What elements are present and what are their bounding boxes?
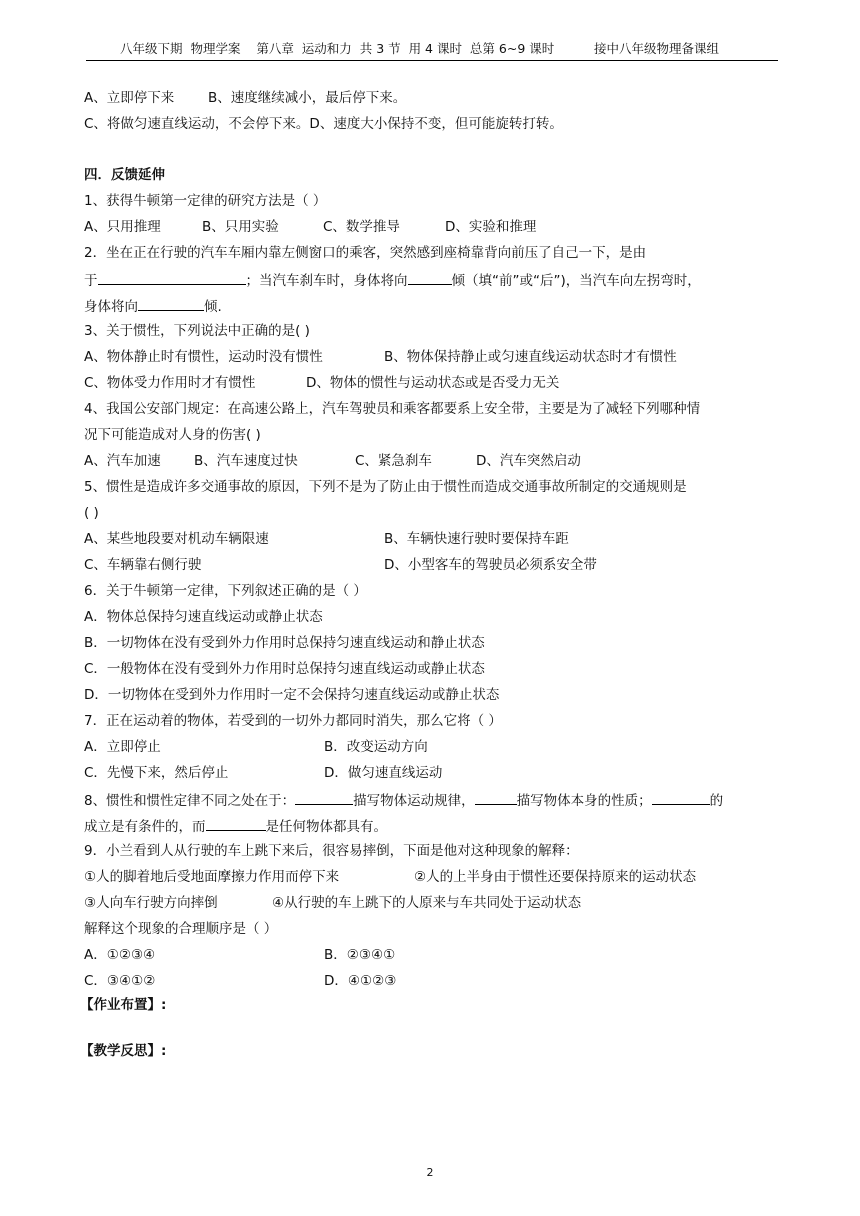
q9-options-row-2 xyxy=(84,972,784,990)
q3-option-b: B、物体保持静止或匀速直线运动状态时才有惯性 xyxy=(384,349,677,365)
header-course-info: 八年级下期 物理学案 第八章 运动和力 共 3 节 用 4 课时 总第 6~9 课时 xyxy=(120,41,555,56)
q8-line-1 xyxy=(84,790,723,810)
homework-heading: 【作业布置】: xyxy=(80,997,167,1013)
q9-option-c: C．③④①② xyxy=(84,973,156,989)
q9-option-d: D．④①②③ xyxy=(324,973,397,989)
q8-text-d: 的 xyxy=(709,793,724,809)
q3-option-a: A、物体静止时有惯性，运动时没有惯性 xyxy=(84,349,323,365)
q8-blank-1 xyxy=(295,790,353,805)
q8-text-b: 描写物体运动规律， xyxy=(353,793,475,809)
q9-statement-3: ③人向车行驶方向摔倒 xyxy=(84,895,218,911)
q5-option-d: D、小型客车的驾驶员必须系安全带 xyxy=(384,557,597,573)
prev-question-options-1 xyxy=(84,89,407,107)
q8-text-a: 8、惯性和惯性定律不同之处在于： xyxy=(84,793,296,809)
q9-statements-row-2 xyxy=(84,894,784,912)
q3-option-c: C、物体受力作用时才有惯性 xyxy=(84,375,256,391)
q4-option-a: A、汽车加速 xyxy=(84,453,161,469)
q7-option-c: C．先慢下来，然后停止 xyxy=(84,765,229,781)
header-group-name: 接中八年级物理备课组 xyxy=(594,41,720,56)
q3-options-row-2 xyxy=(84,374,784,392)
q6-option-c: C．一般物体在没有受到外力作用时总保持匀速直线运动或静止状态 xyxy=(84,661,485,677)
q4-line-1: 4、我国公安部门规定：在高速公路上，汽车驾驶员和乘客都要系上安全带，主要是为了减轻下列哪种情 xyxy=(84,401,701,417)
q8-line-2 xyxy=(84,816,387,836)
q9-option-b: B．②③④① xyxy=(324,947,396,963)
section-title: 四．反馈延伸 xyxy=(84,167,165,183)
q1-option-a: A、只用推理 xyxy=(84,219,161,235)
prev-option-a: A、立即停下来 xyxy=(84,90,175,106)
q2-line-1: 2．坐在正在行驶的汽车车厢内靠左侧窗口的乘客，突然感到座椅靠背向前压了自己一下，是由 xyxy=(84,245,647,261)
q1-option-b: B、只用实验 xyxy=(202,219,279,235)
q2-text-c: 倾（填“前”或“后”)，当汽车向左拐弯时， xyxy=(451,273,701,289)
page-header xyxy=(86,40,778,61)
q2-blank-2 xyxy=(408,270,452,285)
q1-stem: 1、获得牛顿第一定律的研究方法是（ ） xyxy=(84,193,327,209)
q7-option-d: D．做匀速直线运动 xyxy=(324,765,443,781)
q5-line-2: ( ) xyxy=(84,505,99,521)
q9-statements-row-1 xyxy=(84,868,784,886)
q4-option-b: B、汽车速度过快 xyxy=(194,453,298,469)
q9-order-prompt: 解释这个现象的合理顺序是（ ） xyxy=(84,921,278,937)
q2-text-a: 于 xyxy=(84,273,98,289)
q6-stem: 6．关于牛顿第一定律，下列叙述正确的是（ ） xyxy=(84,583,367,599)
q8-text-f: 是任何物体都具有。 xyxy=(265,819,387,835)
q9-statement-4: ④从行驶的车上跳下的人原来与车共同处于运动状态 xyxy=(272,895,582,911)
q1-options xyxy=(84,218,784,236)
q4-line-2: 况下可能造成对人身的伤害( ) xyxy=(84,427,261,443)
q7-option-b: B．改变运动方向 xyxy=(324,739,428,755)
q7-option-a: A．立即停止 xyxy=(84,739,161,755)
prev-option-b: B、速度继续减小，最后停下来。 xyxy=(208,90,407,106)
q9-statement-2: ②人的上半身由于惯性还要保持原来的运动状态 xyxy=(414,869,697,885)
q9-options-row-1 xyxy=(84,946,784,964)
q6-option-d: D．一切物体在受到外力作用时一定不会保持匀速直线运动或静止状态 xyxy=(84,687,500,703)
q1-option-c: C、数学推导 xyxy=(323,219,400,235)
q9-statement-1: ①人的脚着地后受地面摩擦力作用而停下来 xyxy=(84,869,340,885)
q9-option-a: A．①②③④ xyxy=(84,947,156,963)
q5-option-c: C、车辆靠右侧行驶 xyxy=(84,557,202,573)
q2-line-2 xyxy=(84,270,701,290)
q8-blank-4 xyxy=(206,816,266,831)
q4-option-c: C、紧急刹车 xyxy=(355,453,432,469)
q5-option-a: A、某些地段要对机动车辆限速 xyxy=(84,531,269,547)
q2-blank-1 xyxy=(98,270,246,285)
q3-options-row-1 xyxy=(84,348,784,366)
q2-line-3 xyxy=(84,296,222,316)
prev-question-options-2: C、将做匀速直线运动，不会停下来。D、速度大小保持不变，但可能旋转打转。 xyxy=(84,116,563,132)
q3-stem: 3、关于惯性，下列说法中正确的是( ) xyxy=(84,323,310,339)
q6-option-b: B．一切物体在没有受到外力作用时总保持匀速直线运动和静止状态 xyxy=(84,635,485,651)
q5-line-1: 5、惯性是造成许多交通事故的原因，下列不是为了防止由于惯性而造成交通事故所制定的交通规则是 xyxy=(84,479,687,495)
q8-blank-3 xyxy=(652,790,710,805)
q6-option-a: A．物体总保持匀速直线运动或静止状态 xyxy=(84,609,323,625)
q4-options xyxy=(84,452,784,470)
q2-text-b: ；当汽车刹车时，身体将向 xyxy=(245,273,408,289)
q4-option-d: D、汽车突然启动 xyxy=(476,453,581,469)
q5-options-row-1 xyxy=(84,530,784,548)
q9-stem: 9．小兰看到人从行驶的车上跳下来后，很容易摔倒，下面是他对这种现象的解释： xyxy=(84,843,579,859)
reflection-heading: 【教学反思】: xyxy=(80,1043,167,1059)
q2-blank-3 xyxy=(138,296,204,311)
q7-stem: 7．正在运动着的物体，若受到的一切外力都同时消失，那么它将（ ） xyxy=(84,713,502,729)
q8-blank-2 xyxy=(475,790,517,805)
q2-text-e: 倾. xyxy=(204,299,222,315)
q7-options-row-2 xyxy=(84,764,784,782)
q3-option-d: D、物体的惯性与运动状态或是否受力无关 xyxy=(306,375,560,391)
q1-option-d: D、实验和推理 xyxy=(445,219,537,235)
q5-option-b: B、车辆快速行驶时要保持车距 xyxy=(384,531,569,547)
q5-options-row-2 xyxy=(84,556,784,574)
page-number: 2 xyxy=(426,1166,434,1179)
q8-text-c: 描写物体本身的性质； xyxy=(516,793,652,809)
q8-text-e: 成立是有条件的，而 xyxy=(84,819,206,835)
q7-options-row-1 xyxy=(84,738,784,756)
q2-text-d: 身体将向 xyxy=(84,299,138,315)
